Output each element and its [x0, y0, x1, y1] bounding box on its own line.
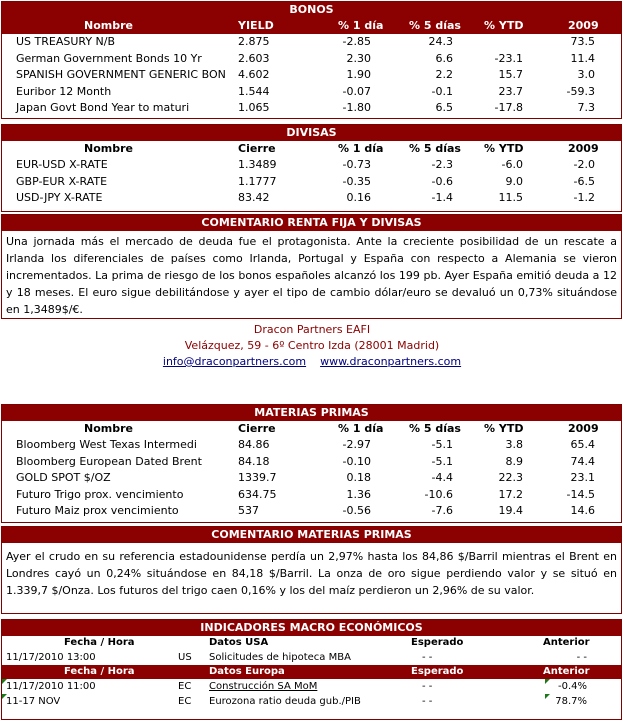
macro-fecha: 11/17/2010 13:00: [6, 652, 96, 663]
macro-section: [1, 619, 622, 720]
row-ytd: -23.1: [494, 51, 523, 65]
table-row: [2, 100, 621, 117]
row-ytd: 17.2: [498, 487, 523, 501]
comentario-renta-text: Una jornada más el mercado de deuda fue el protagonista. Ante la creciente posibilidad de un rescate a Irlanda los diferenciales de países como Irlanda, Portugal y España con respecto a Alemania se vieron incrementados. La prima de riesgo de los bonos españoles alcanzó los 199 pb. Ayer España emitió deuda a 12 y 18 meses. El euro sigue debilitándose y ayer el tipo de cambio dólar/euro se devaluó un 0,73% situándose en 1,3489$/€.: [6, 235, 617, 316]
row-1dia: 1.90: [346, 68, 371, 81]
col-1dia: % 1 día: [338, 19, 384, 32]
dracon-info: [0, 322, 624, 370]
row-5dias: 6.5: [435, 101, 453, 114]
row-1dia: -2.97: [342, 438, 371, 451]
comentario-renta-title: COMENTARIO RENTA FIJA Y DIVISAS: [2, 215, 621, 231]
macro-anterior: - -: [576, 652, 587, 663]
macro-pais: EC: [178, 681, 192, 692]
materias-table: [1, 404, 622, 523]
table-row: [2, 503, 621, 520]
table-row: [2, 437, 621, 454]
col-5dias: % 5 días: [409, 142, 461, 155]
macro-usa-header: [2, 636, 621, 650]
row-ytd: 11.5: [498, 191, 523, 204]
usa-col-anterior: Anterior: [543, 637, 590, 648]
row-1dia: 0.18: [346, 471, 371, 484]
row-2009: 73.5: [570, 35, 595, 48]
row-2009: -6.5: [573, 174, 595, 188]
row-2009: 11.4: [570, 51, 595, 65]
table-row: [2, 67, 621, 84]
row-5dias: -5.1: [431, 454, 453, 468]
row-ytd: 9.0: [505, 174, 523, 188]
row-1dia: 0.16: [346, 191, 371, 204]
row-value: 2.875: [238, 35, 270, 48]
row-ytd: -17.8: [494, 101, 523, 114]
row-name: Futuro Maiz prox vencimiento: [16, 504, 179, 517]
divisas-header-row: [2, 141, 621, 157]
row-name: Bloomberg West Texas Intermedi: [16, 438, 197, 451]
row-name: US TREASURY N/B: [16, 35, 116, 48]
row-value: 84.18: [238, 454, 270, 468]
macro-eu-header: [2, 665, 621, 679]
row-1dia: 1.36: [346, 487, 371, 501]
col-5dias: % 5 días: [409, 422, 461, 435]
row-5dias: 24.3: [428, 35, 453, 48]
col-nombre: Nombre: [84, 19, 133, 32]
row-5dias: -10.6: [424, 487, 453, 501]
col-nombre: Nombre: [84, 142, 133, 155]
usa-col-esperado: Esperado: [411, 637, 464, 648]
row-ytd: 3.8: [505, 438, 523, 451]
row-1dia: 2.30: [346, 51, 371, 65]
row-1dia: -2.85: [342, 35, 371, 48]
divisas-title: DIVISAS: [2, 125, 621, 141]
comment-marker-icon: [545, 679, 550, 684]
col-1dia: % 1 día: [338, 142, 384, 155]
comentario-materias-title: COMENTARIO MATERIAS PRIMAS: [2, 527, 621, 543]
col-ytd: % YTD: [484, 142, 524, 155]
dracon-address: Velázquez, 59 - 6º Centro Izda (28001 Madrid): [184, 339, 440, 352]
row-name: USD-JPY X-RATE: [16, 191, 103, 204]
macro-fecha: 11-17 NOV: [6, 696, 61, 707]
macro-anterior: 78.7%: [555, 696, 587, 707]
macro-anterior: -0.4%: [557, 681, 587, 692]
macro-dato: Construcción SA MoM: [209, 681, 318, 692]
table-row: [2, 174, 621, 191]
row-value: 4.602: [238, 68, 270, 81]
bonos-title: BONOS: [2, 2, 621, 18]
row-2009: -2.0: [573, 158, 595, 171]
row-name: Bloomberg European Dated Brent: [16, 454, 202, 468]
table-row: [2, 470, 621, 487]
row-name: Euribor 12 Month: [16, 84, 112, 98]
row-1dia: -0.73: [342, 158, 371, 171]
comentario-materias-text: Ayer el crudo en su referencia estadounidense perdía un 2,97% hasta los 84,86 $/Barril mientras el Brent en Londres cayó un 0,24% situándose en 84,18 $/Barril. La onza de oro sigue perdiendo valor y se situó en 1.339,7 $/Onza. Los futuros del trigo caen 0,16% y los del maíz perdieron un 2,96% de su valor.: [6, 550, 617, 597]
col-2009: 2009: [568, 422, 599, 435]
macro-esperado: - -: [422, 696, 433, 707]
bonos-header-row: [2, 18, 621, 34]
row-ytd: 15.7: [498, 68, 523, 81]
row-value: 1.544: [238, 84, 270, 98]
row-ytd: 19.4: [498, 504, 523, 517]
divisas-table: [1, 124, 622, 212]
row-name: Japan Govt Bond Year to maturi: [16, 101, 190, 114]
row-name: Futuro Trigo prox. vencimiento: [16, 487, 184, 501]
dracon-links: [0, 354, 624, 370]
row-1dia: -0.56: [342, 504, 371, 517]
table-row: [2, 190, 621, 207]
macro-esperado: - -: [422, 681, 433, 692]
row-1dia: -0.07: [342, 84, 371, 98]
macro-esperado: - -: [422, 652, 433, 663]
row-2009: -1.2: [573, 191, 595, 204]
macro-pais: EC: [178, 696, 192, 707]
row-5dias: -1.4: [431, 191, 453, 204]
row-5dias: 2.2: [435, 68, 453, 81]
comment-marker-icon: [2, 679, 7, 684]
row-value: 84.86: [238, 438, 270, 451]
col-2009: 2009: [568, 142, 599, 155]
row-value: 83.42: [238, 191, 270, 204]
row-1dia: -0.10: [342, 454, 371, 468]
row-5dias: -4.4: [431, 471, 453, 484]
col-nombre: Nombre: [84, 422, 133, 435]
macro-row: [2, 679, 621, 694]
table-row: [2, 454, 621, 471]
row-name: SPANISH GOVERNMENT GENERIC BON: [16, 68, 226, 81]
usa-col-fecha: Fecha / Hora: [64, 637, 135, 648]
row-name: EUR-USD X-RATE: [16, 158, 108, 171]
bonos-table: [1, 1, 622, 119]
row-5dias: 6.6: [435, 51, 453, 65]
table-row: [2, 34, 621, 51]
col-cierre: Cierre: [238, 142, 276, 155]
row-2009: 7.3: [577, 101, 595, 114]
row-value: 1339.7: [238, 471, 277, 484]
table-row: [2, 84, 621, 101]
row-2009: -14.5: [566, 487, 595, 501]
table-row: [2, 51, 621, 68]
row-value: 537: [238, 504, 259, 517]
comment-marker-icon: [2, 694, 7, 699]
row-2009: 74.4: [570, 454, 595, 468]
web-link[interactable]: www.draconpartners.com: [320, 355, 462, 368]
email-link[interactable]: info@draconpartners.com: [162, 355, 307, 368]
col-ytd: % YTD: [484, 422, 524, 435]
row-value: 2.603: [238, 51, 270, 65]
comentario-renta-section: [1, 214, 622, 319]
row-2009: -59.3: [566, 84, 595, 98]
macro-dato: Solicitudes de hipoteca MBA: [209, 652, 351, 663]
row-ytd: 8.9: [505, 454, 523, 468]
macro-pais: US: [178, 652, 192, 663]
materias-title: MATERIAS PRIMAS: [2, 405, 621, 421]
col-cierre: Cierre: [238, 422, 276, 435]
macro-row: [2, 650, 621, 665]
row-5dias: -5.1: [431, 438, 453, 451]
comentario-materias-section: [1, 526, 622, 614]
row-ytd: -6.0: [501, 158, 523, 171]
row-name: German Government Bonds 10 Yr: [16, 51, 202, 65]
col-ytd: % YTD: [484, 19, 524, 32]
usa-col-datos: Datos USA: [209, 637, 269, 648]
table-row: [2, 487, 621, 504]
row-value: 1.3489: [238, 158, 277, 171]
row-value: 1.1777: [238, 174, 277, 188]
dracon-name: Dracon Partners EAFI: [253, 323, 371, 336]
row-5dias: -0.1: [431, 84, 453, 98]
table-row: [2, 157, 621, 174]
row-value: 1.065: [238, 101, 270, 114]
eu-col-esperado: Esperado: [411, 666, 464, 677]
comment-marker-icon: [545, 694, 550, 699]
row-1dia: -0.35: [342, 174, 371, 188]
row-2009: 23.1: [570, 471, 595, 484]
row-1dia: -1.80: [342, 101, 371, 114]
row-2009: 65.4: [570, 438, 595, 451]
row-2009: 3.0: [577, 68, 595, 81]
eu-col-anterior: Anterior: [543, 666, 590, 677]
col-1dia: % 1 día: [338, 422, 384, 435]
col-5dias: % 5 días: [409, 19, 461, 32]
row-2009: 14.6: [570, 504, 595, 517]
row-name: GOLD SPOT $/OZ: [16, 471, 111, 484]
macro-row: [2, 694, 621, 709]
eu-col-fecha: Fecha / Hora: [64, 666, 135, 677]
col-yield: YIELD: [238, 19, 274, 32]
eu-col-datos: Datos Europa: [209, 666, 285, 677]
col-2009: 2009: [568, 19, 599, 32]
row-ytd: 22.3: [498, 471, 523, 484]
row-5dias: -2.3: [431, 158, 453, 171]
row-5dias: -7.6: [431, 504, 453, 517]
macro-fecha: 11/17/2010 11:00: [6, 681, 96, 692]
row-5dias: -0.6: [431, 174, 453, 188]
row-name: GBP-EUR X-RATE: [16, 174, 108, 188]
materias-header-row: [2, 421, 621, 437]
macro-title: INDICADORES MACRO ECONÓMICOS: [2, 620, 621, 636]
row-ytd: 23.7: [498, 84, 523, 98]
row-value: 634.75: [238, 487, 277, 501]
macro-dato: Eurozona ratio deuda gub./PIB: [209, 696, 361, 707]
